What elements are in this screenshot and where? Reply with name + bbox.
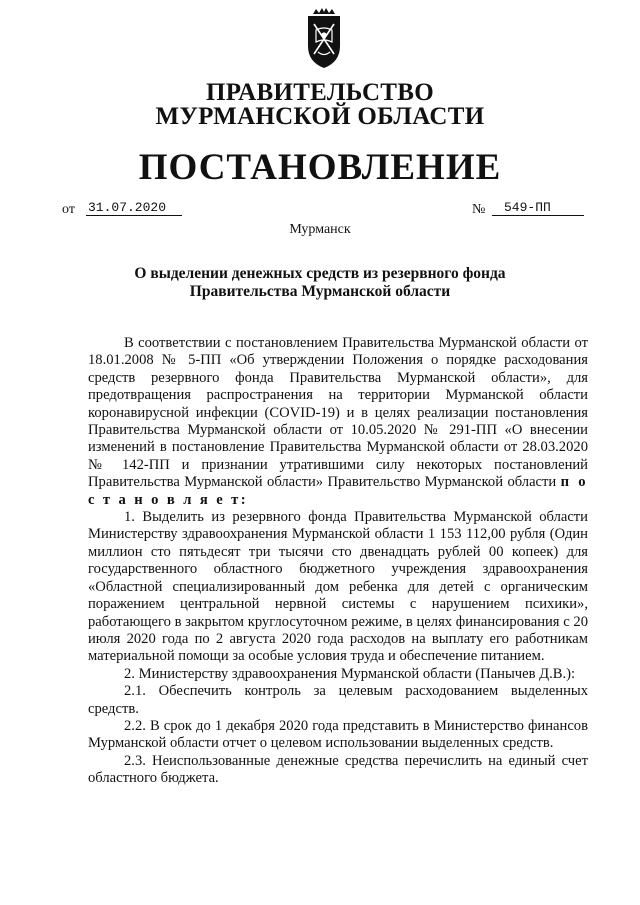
clause-2-3: 2.3. Неиспользованные денежные средства перечислить на единый счет областного бюджета.: [88, 752, 588, 787]
city: Мурманск: [289, 222, 351, 237]
preamble-paragraph: [88, 335, 588, 509]
clause-2-2: 2.2. В срок до 1 декабря 2020 года представить в Министерство финансов Мурманской области отчет о целевом использовании выделенных средств.: [88, 717, 588, 752]
date-value: 31.07.2020: [86, 200, 182, 216]
number-value: 549-ПП: [492, 200, 584, 216]
resolves-phrase: п о с т а н о в л я е т:: [88, 474, 588, 508]
number-label: №: [472, 202, 486, 217]
government-name-line1: ПРАВИТЕЛЬСТВО: [206, 79, 434, 106]
date-label: от: [62, 202, 75, 217]
coat-of-arms-icon: [304, 8, 344, 70]
government-name-line2: МУРМАНСКОЙ ОБЛАСТИ: [155, 103, 485, 130]
document-body: [88, 335, 588, 788]
clause-2-1: 2.1. Обеспечить контроль за целевым расходованием выделенных средств.: [88, 683, 588, 717]
preamble-text: В соответствии с постановлением Правительства Мурманской области от 18.01.2008 № 5-ПП «Об утверждении Положения о порядке расходования средств резервного фонда Правительства Мурманской области», для предотвращения распространения на территории Мурманской области коронавирусной инфекции (COVID-19) и в целях реализации постановления Правительства Мурманской области от 10.05.2020 № 291-ПП «О внесении изменений в постановление Правительства Мурманской области от 28.03.2020 № 142-ПП и признании утратившими силу некоторых постановлений Правительства Мурманской области» Правительство Мурманской области: [88, 335, 588, 491]
document-title-line2: Правительства Мурманской области: [189, 283, 451, 300]
clause-2: 2. Министерству здравоохранения Мурманской области (Панычев Д.В.):: [124, 665, 576, 682]
document-title-line1: О выделении денежных средств из резервного фонда: [134, 265, 506, 282]
document-type: ПОСТАНОВЛЕНИЕ: [138, 147, 502, 188]
clause-1: 1. Выделить из резервного фонда Правительства Мурманской области Министерству здравоохранения Мурманской области 1 153 112,00 рубля (Один миллион сто пятьдесят три тысячи сто двенадцать рублей 00 копеек) для государственного областного бюджетного учреждения здравоохранения «Областной специализированный дом ребенка для детей с органическим поражением центральной нервной системы с нарушением психики», работающего в закрытом круглосуточном режиме, в целях финансирования с 20 июля 2020 года по 2 августа 2020 года расходов на выплату его работникам материальной помощи за особые условия труда и обеспечение питанием.: [88, 509, 588, 665]
